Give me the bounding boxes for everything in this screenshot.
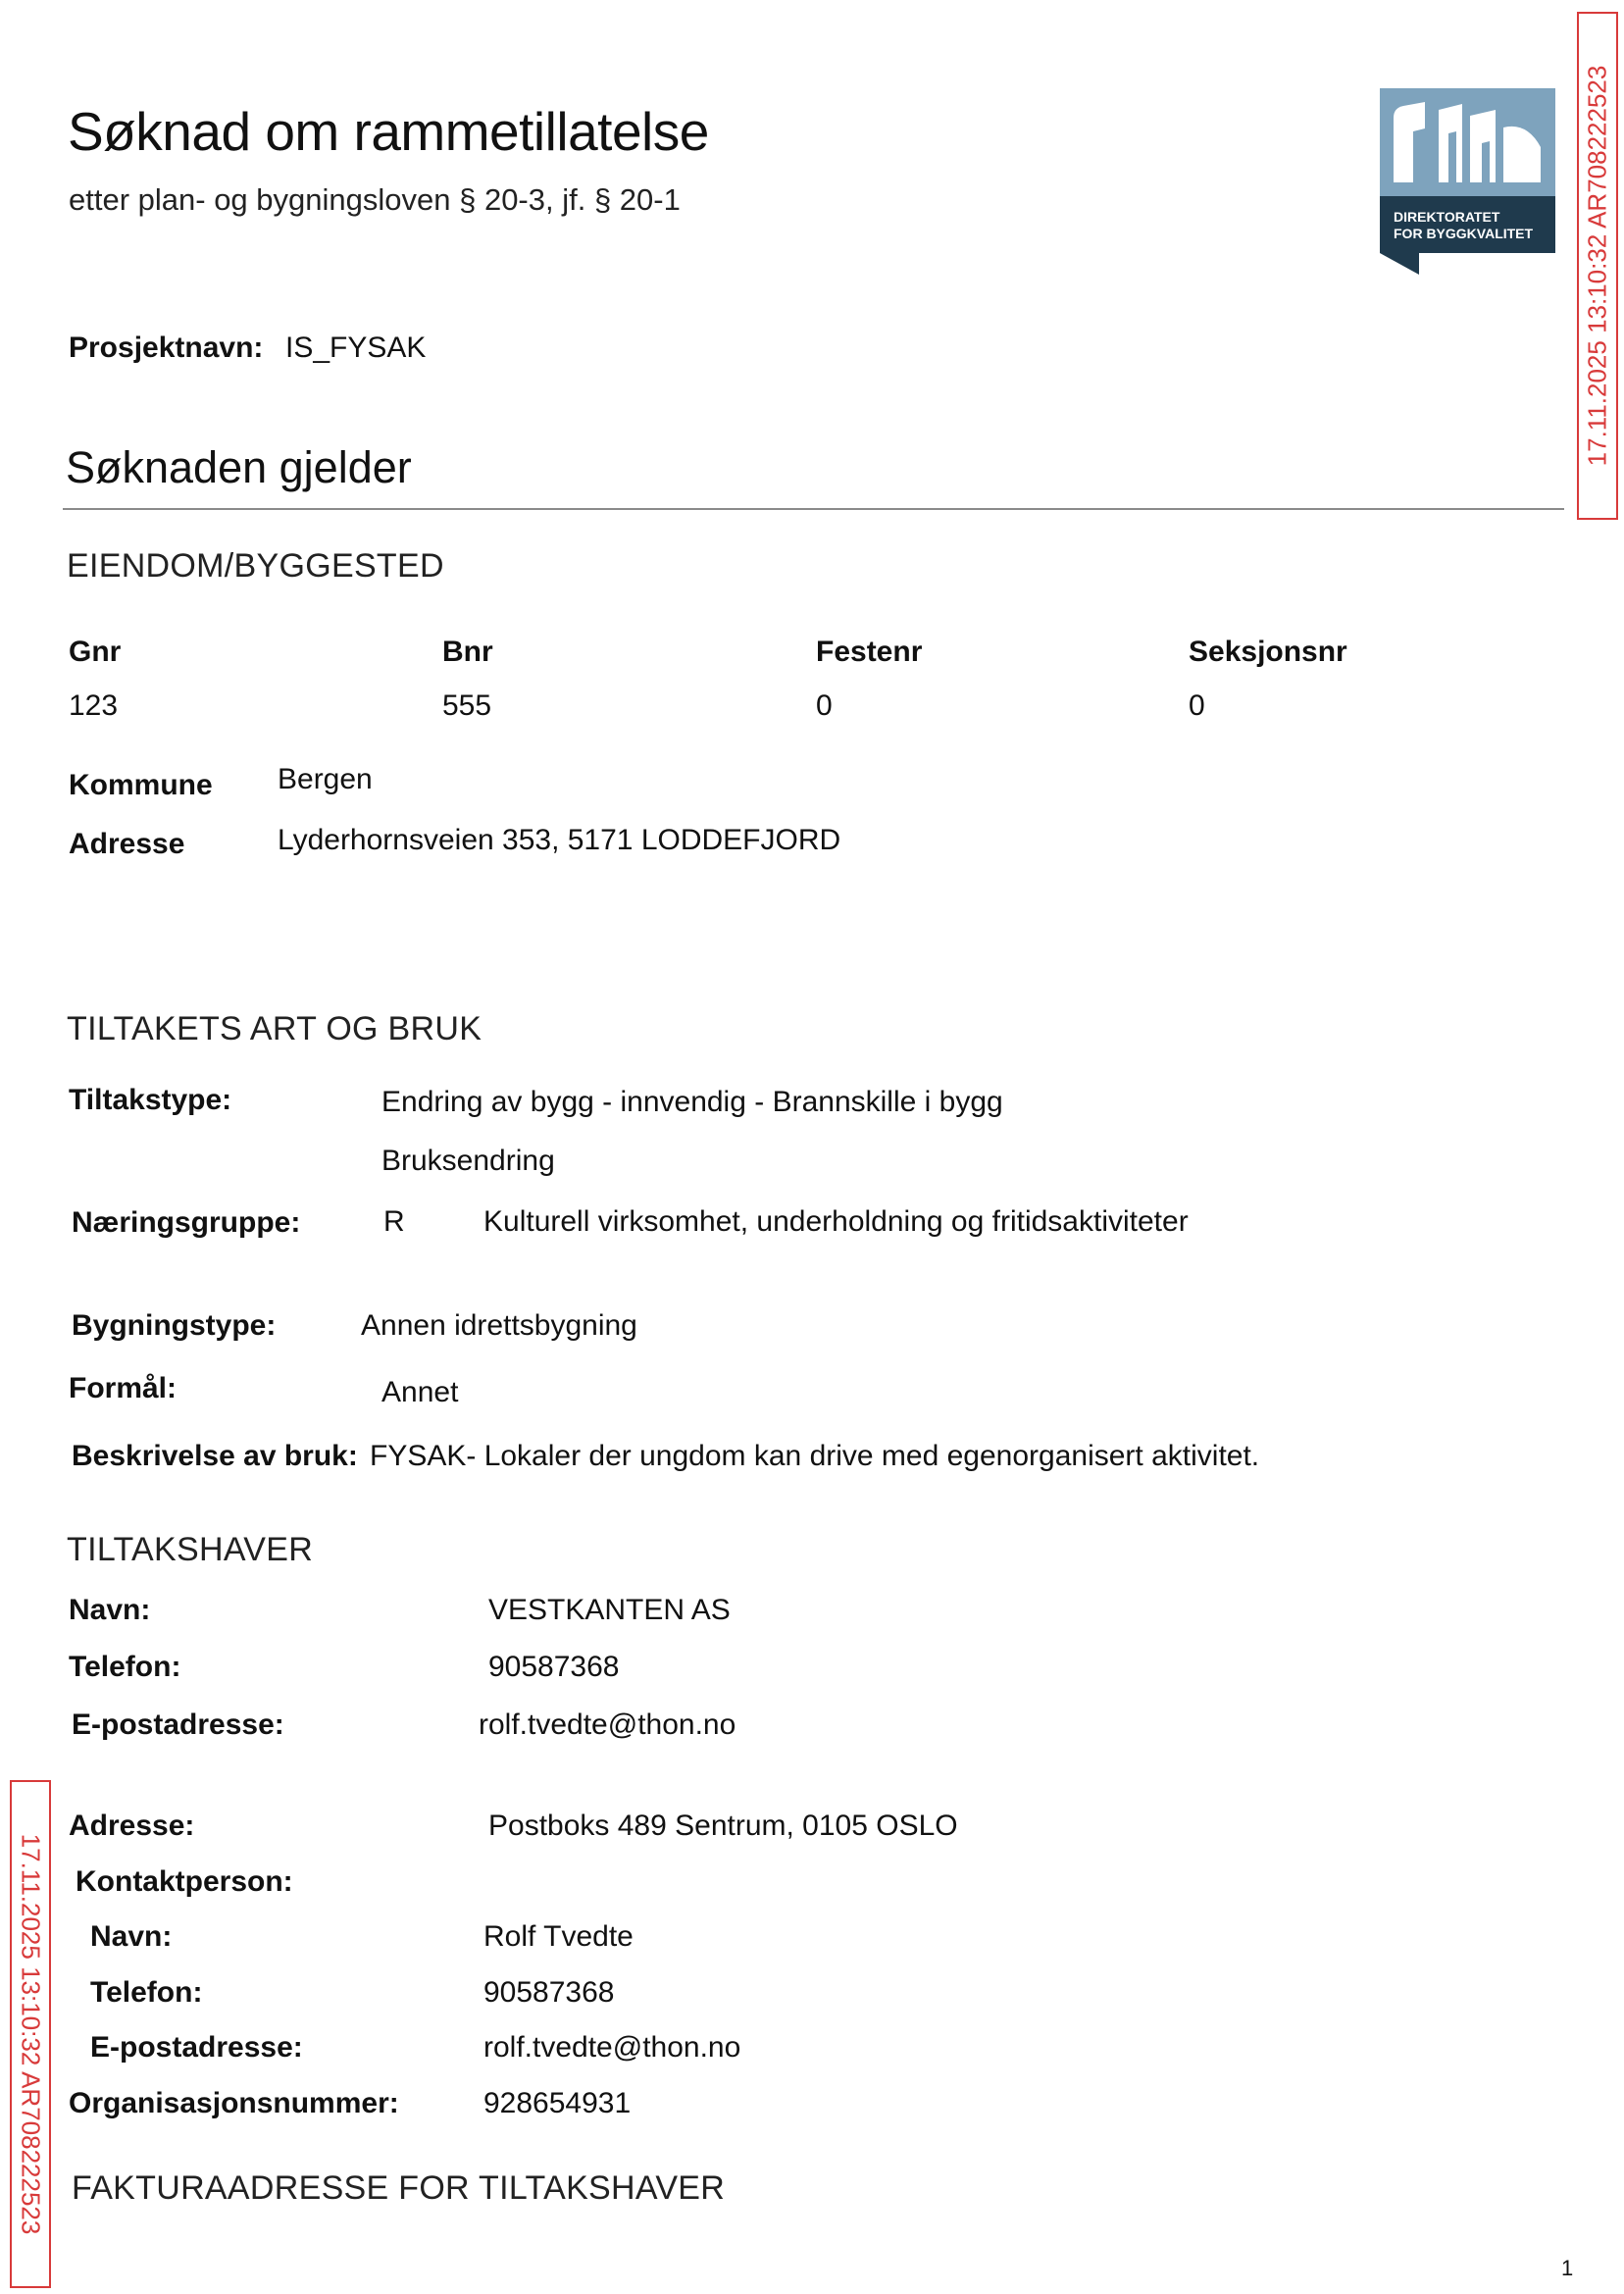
beskrivelse-label: Beskrivelse av bruk: <box>72 1440 358 1472</box>
stamp-text: 17.11.2025 13:10:32 AR708222523 <box>16 1833 46 2235</box>
logo-text-2: FOR BYGGKVALITET <box>1394 226 1534 241</box>
kontakt-telefon-label: Telefon: <box>90 1976 203 2009</box>
col-bnr: Bnr <box>442 636 493 668</box>
kontakt-epost-label: E-postadresse: <box>90 2031 303 2064</box>
navn-label: Navn: <box>69 1594 151 1626</box>
bygningstype-value: Annen idrettsbygning <box>361 1309 637 1342</box>
beskrivelse-value: FYSAK- Lokaler der ungdom kan drive med egenorganisert aktivitet. <box>370 1440 1260 1472</box>
adresse-value-th: Postboks 489 Sentrum, 0105 OSLO <box>488 1810 958 1842</box>
telefon-value: 90587368 <box>488 1651 620 1683</box>
navn-value: VESTKANTEN AS <box>488 1594 731 1626</box>
adresse-value: Lyderhornsveien 353, 5171 LODDEFJORD <box>278 824 841 856</box>
document-title: Søknad om rammetillatelse <box>68 101 709 162</box>
kontaktperson-label: Kontaktperson: <box>76 1865 293 1898</box>
naeringsgruppe-value: Kulturell virksomhet, underholdning og fritidsaktiviteter <box>483 1205 1189 1238</box>
project-label: Prosjektnavn: <box>69 331 264 364</box>
dibk-logo-icon <box>1380 88 1555 275</box>
logo-text-1: DIREKTORATET <box>1394 209 1500 225</box>
stamp-text: 17.11.2025 13:10:32 AR708222523 <box>1582 65 1612 467</box>
val-seksjonsnr: 0 <box>1189 689 1205 722</box>
document-subtitle: etter plan- og bygningsloven § 20-3, jf. § 20-1 <box>69 182 681 217</box>
kontakt-navn-label: Navn: <box>90 1920 173 1953</box>
page-number: 1 <box>1561 2256 1574 2280</box>
formal-label: Formål: <box>69 1372 178 1404</box>
tiltakshaver-heading: TILTAKSHAVER <box>67 1531 314 1568</box>
kommune-label: Kommune <box>69 769 213 801</box>
val-festenr: 0 <box>816 689 833 722</box>
col-seksjonsnr: Seksjonsnr <box>1189 636 1347 668</box>
naeringsgruppe-code: R <box>383 1205 405 1238</box>
col-festenr: Festenr <box>816 636 923 668</box>
tiltakstype-label: Tiltakstype: <box>69 1084 232 1116</box>
formal-value: Annet <box>381 1376 459 1408</box>
kontakt-epost-value: rolf.tvedte@thon.no <box>483 2031 741 2064</box>
bygningstype-label: Bygningstype: <box>72 1309 277 1342</box>
orgnr-value: 928654931 <box>483 2087 632 2119</box>
section-title: Søknaden gjelder <box>66 442 412 492</box>
epost-value: rolf.tvedte@thon.no <box>479 1708 736 1741</box>
val-gnr: 123 <box>69 689 119 722</box>
receipt-stamp-left <box>10 1780 51 2288</box>
eiendom-heading: EIENDOM/BYGGESTED <box>67 547 444 585</box>
receipt-stamp-right <box>1577 12 1618 520</box>
divider <box>63 508 1564 510</box>
telefon-label: Telefon: <box>69 1651 181 1683</box>
faktura-heading: FAKTURAADRESSE FOR TILTAKSHAVER <box>72 2169 726 2207</box>
tiltakstype-value-2: Bruksendring <box>381 1145 555 1177</box>
adresse-label-th: Adresse: <box>69 1810 195 1842</box>
kommune-value: Bergen <box>278 763 373 795</box>
project-value: IS_FYSAK <box>285 331 427 364</box>
col-gnr: Gnr <box>69 636 122 668</box>
kontakt-telefon-value: 90587368 <box>483 1976 615 2009</box>
dibk-logo <box>1380 88 1555 275</box>
tiltak-heading: TILTAKETS ART OG BRUK <box>67 1010 482 1047</box>
naeringsgruppe-label: Næringsgruppe: <box>72 1206 301 1239</box>
val-bnr: 555 <box>442 689 492 722</box>
tiltakstype-value-1: Endring av bygg - innvendig - Brannskille i bygg <box>381 1086 1003 1118</box>
kontakt-navn-value: Rolf Tvedte <box>483 1920 634 1953</box>
adresse-label: Adresse <box>69 828 185 860</box>
orgnr-label: Organisasjonsnummer: <box>69 2087 399 2119</box>
epost-label: E-postadresse: <box>72 1708 284 1741</box>
